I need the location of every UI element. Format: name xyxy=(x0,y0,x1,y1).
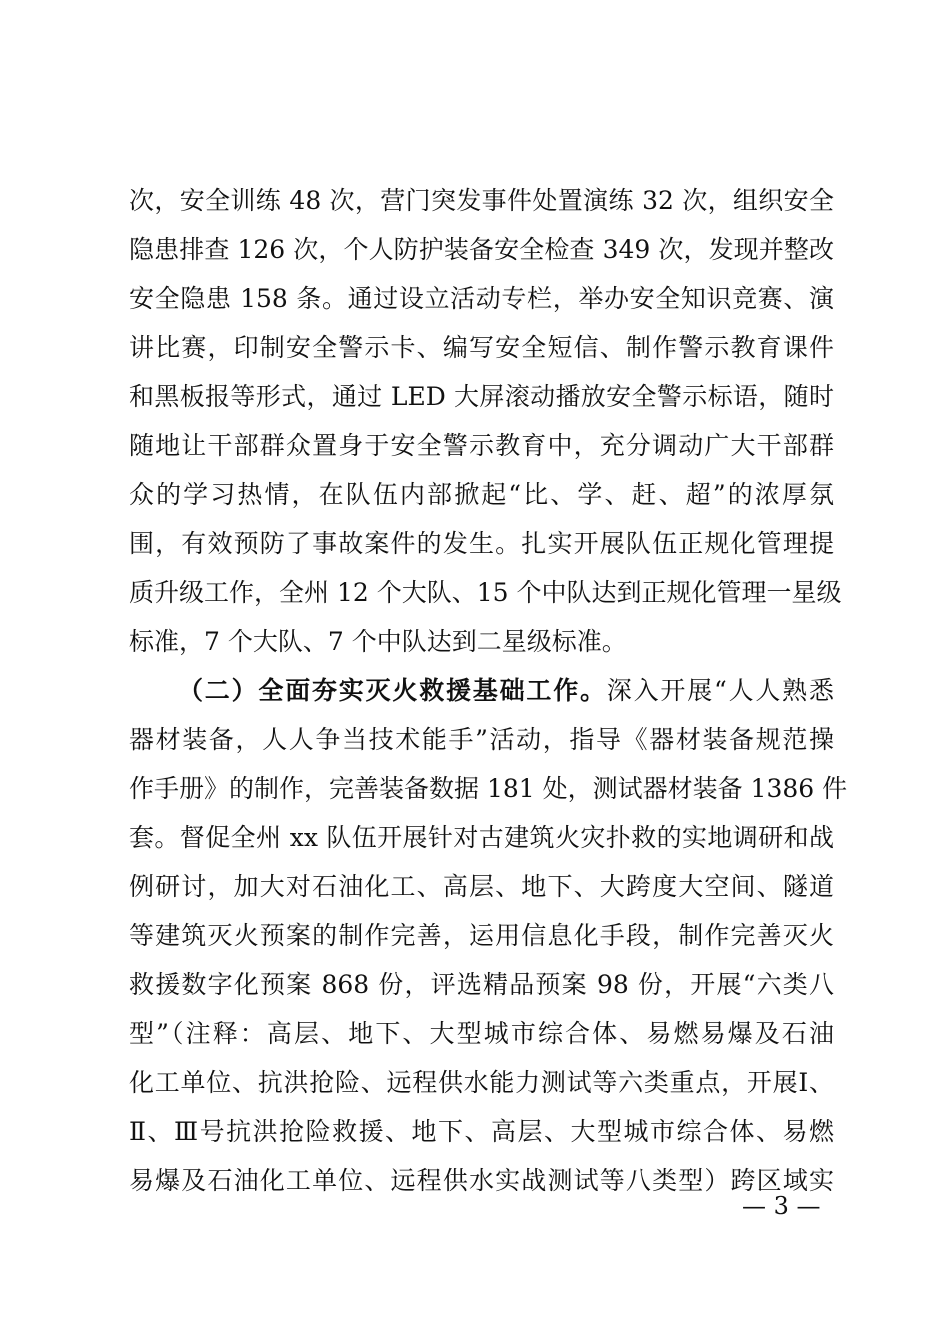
paragraph-line: 质升级工作，全州 12 个大队、15 个中队达到正规化管理一星级 xyxy=(129,578,842,607)
paragraph-line: 例研讨，加大对石油化工、高层、地下、大跨度大空间、隧道 xyxy=(129,872,834,901)
page-number: — 3 — xyxy=(742,1192,821,1220)
paragraph-line: 隐患排查 126 次，个人防护装备安全检查 349 次，发现并整改 xyxy=(129,235,834,264)
paragraph-line: 讲比赛，印制安全警示卡、编写安全短信、制作警示教育课件 xyxy=(129,333,834,362)
paragraph-line: 型”（注释：高层、地下、大型城市综合体、易燃易爆及石油 xyxy=(129,1019,834,1048)
paragraph-line: 救援数字化预案 868 份，评选精品预案 98 份，开展“六类八 xyxy=(129,970,834,999)
paragraph-line: 和黑板报等形式，通过 LED 大屏滚动播放安全警示标语，随时 xyxy=(129,382,834,411)
paragraph-line: 随地让干部群众置身于安全警示教育中，充分调动广大干部群 xyxy=(129,431,834,460)
paragraph-line: 套。督促全州 xx 队伍开展针对古建筑火灾扑救的实地调研和战 xyxy=(129,823,834,852)
section-heading: （二）全面夯实灭火救援基础工作。 xyxy=(178,676,607,705)
paragraph-line: 化工单位、抗洪抢险、远程供水能力测试等六类重点，开展Ⅰ、 xyxy=(129,1068,834,1097)
paragraph-line: 安全隐患 158 条。通过设立活动专栏，举办安全知识竞赛、演 xyxy=(129,284,834,313)
paragraph-line: 众的学习热情，在队伍内部掀起“比、学、赶、超”的浓厚氛 xyxy=(129,480,834,509)
paragraph-line: 次，安全训练 48 次，营门突发事件处置演练 32 次，组织安全 xyxy=(129,186,834,215)
paragraph-line: Ⅱ、Ⅲ号抗洪抢险救援、地下、高层、大型城市综合体、易燃 xyxy=(129,1117,834,1146)
section-text: 深入开展“人人熟悉 xyxy=(606,676,834,705)
paragraph-line: 作手册》的制作，完善装备数据 181 处，测试器材装备 1386 件 xyxy=(129,774,848,803)
paragraph-line: 易爆及石油化工单位、远程供水实战测试等八类型）跨区域实 xyxy=(129,1166,834,1195)
paragraph-line: 标准，7 个大队、7 个中队达到二星级标准。 xyxy=(129,627,627,656)
section-first-line xyxy=(178,673,834,709)
paragraph-line: 等建筑灭火预案的制作完善，运用信息化手段，制作完善灭火 xyxy=(129,921,834,950)
paragraph-line: 器材装备，人人争当技术能手”活动，指导《器材装备规范操 xyxy=(129,725,834,754)
paragraph-line: 围，有效预防了事故案件的发生。扎实开展队伍正规化管理提 xyxy=(129,529,834,558)
